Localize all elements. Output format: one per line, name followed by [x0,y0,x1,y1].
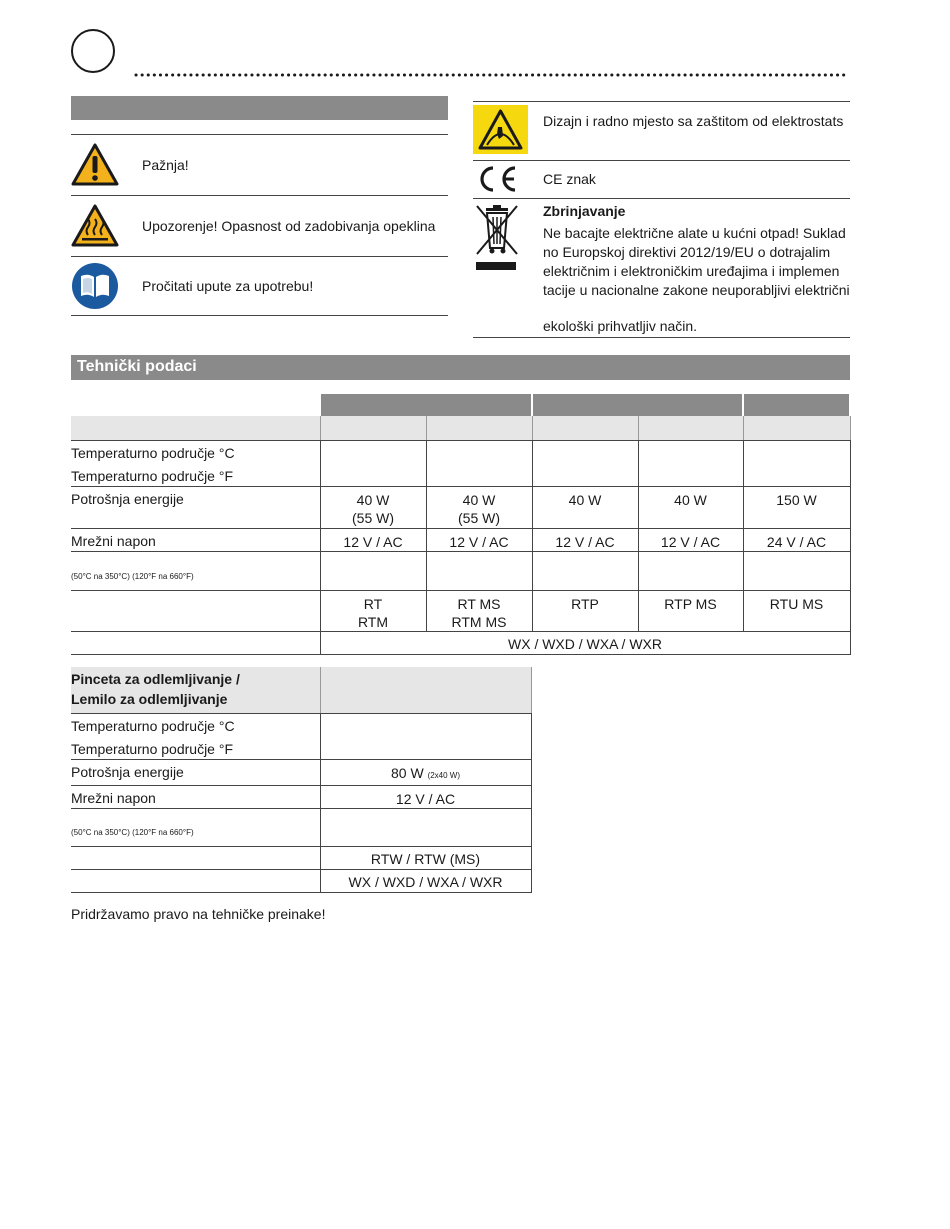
footer-note: Pridržavamo pravo na tehničke preinake! [71,906,326,922]
power-cell: 150 W [743,486,850,528]
range-note: (50°C na 350°C) (120°F na 660°F) [71,827,194,837]
table-row [71,486,850,528]
table-row [71,869,531,892]
power-cell: 80 W (2x40 W) [320,759,531,785]
crossed-bin-icon [473,204,521,272]
disposal-line: Ne bacajte električne alate u kućni otpad! Suklad [543,225,846,241]
tool-cell: RTU MS [743,590,850,631]
symbol-label-esd: Dizajn i radno mjesto sa zaštitom od elektrostats [543,113,844,129]
table-row [71,528,850,551]
voltage-cell: 24 V / AC [743,528,850,551]
row-label: Potrošnja energije [71,486,320,528]
row-label: Potrošnja energije [71,759,320,785]
divider [473,198,850,199]
table-header-row [71,667,531,713]
power-cell: 40 W [638,486,743,528]
header-group-cell [743,394,850,416]
table-header-row [71,394,850,416]
divider [71,134,448,135]
header-group-cell [320,394,532,416]
divider [71,315,448,316]
divider [473,160,850,161]
disposal-line: tacije u nacionalne zakone neuporabljivi električni [543,282,850,298]
table2-title: Pinceta za odlemljivanje / Lemilo za odlemljivanje [71,667,320,713]
divider [473,337,850,338]
dotted-rule [134,66,850,80]
table-subheader-row [71,416,850,440]
voltage-cell: 12 V / AC [426,528,532,551]
stations-cell: WX / WXD / WXA / WXR [320,869,531,892]
disposal-line: električnim i elektroničkim uređajima i implemen [543,263,840,279]
range-note: (50°C na 350°C) (120°F na 660°F) [71,571,194,581]
table-row [71,590,850,631]
divider [71,195,448,196]
temp-c-label: Temperaturno područje °C [71,444,235,461]
warning-triangle-icon [71,143,119,187]
read-manual-icon [71,262,119,310]
voltage-cell: 12 V / AC [638,528,743,551]
row-label [71,440,320,486]
tool-cell: RT RTM [320,590,426,631]
table-row [71,846,531,869]
symbol-label-ce: CE znak [543,171,596,187]
voltage-cell: 12 V / AC [320,785,531,808]
tool-cell: RTP [532,590,638,631]
table-row [71,713,531,759]
table-row [71,631,850,654]
disposal-line: ekološki prihvatljiv način. [543,318,698,334]
tool-cell: RT MS RTM MS [426,590,532,631]
table-row [71,759,531,785]
temp-f-label: Temperaturno područje °F [71,467,234,484]
row-label: Mrežni napon [71,528,320,551]
divider [473,101,850,102]
voltage-cell: 12 V / AC [320,528,426,551]
spec-table-desoldering [71,667,532,893]
ce-mark-icon [476,164,520,194]
symbol-label-warning: Pažnja! [142,157,189,173]
symbol-label-hot-surface: Upozorenje! Opasnost od zadobivanja opeklina [142,218,436,234]
header-group-cell [532,394,743,416]
row-label [71,551,320,590]
row-label: Mrežni napon [71,785,320,808]
power-cell: 40 W [532,486,638,528]
table-row [71,551,850,590]
symbols-header-bar [71,96,448,120]
table-row [71,785,531,808]
esd-protection-icon [473,105,528,154]
tool-cell: RTW / RTW (MS) [320,846,531,869]
disposal-line: no Europskoj direktivi 2012/19/EU o dotrajalim [543,244,831,260]
section-title: Tehnički podaci [77,358,197,375]
symbol-label-manual: Pročitati upute za upotrebu! [142,278,314,294]
power-cell: 40 W (55 W) [320,486,426,528]
page-number-circle [71,29,115,73]
power-cell: 40 W (55 W) [426,486,532,528]
row-label: Temperaturno područje °C Temperaturno područje °F [71,713,320,759]
divider [71,256,448,257]
table-row [71,808,531,846]
stations-cell: WX / WXD / WXA / WXR [320,631,850,654]
spec-table-soldering [71,394,851,655]
section-title-bar [71,355,850,380]
voltage-cell: 12 V / AC [532,528,638,551]
tool-cell: RTP MS [638,590,743,631]
disposal-title: Zbrinjavanje [543,203,626,219]
hot-surface-icon [71,204,119,248]
row-label [71,808,320,846]
table-row [71,440,850,486]
